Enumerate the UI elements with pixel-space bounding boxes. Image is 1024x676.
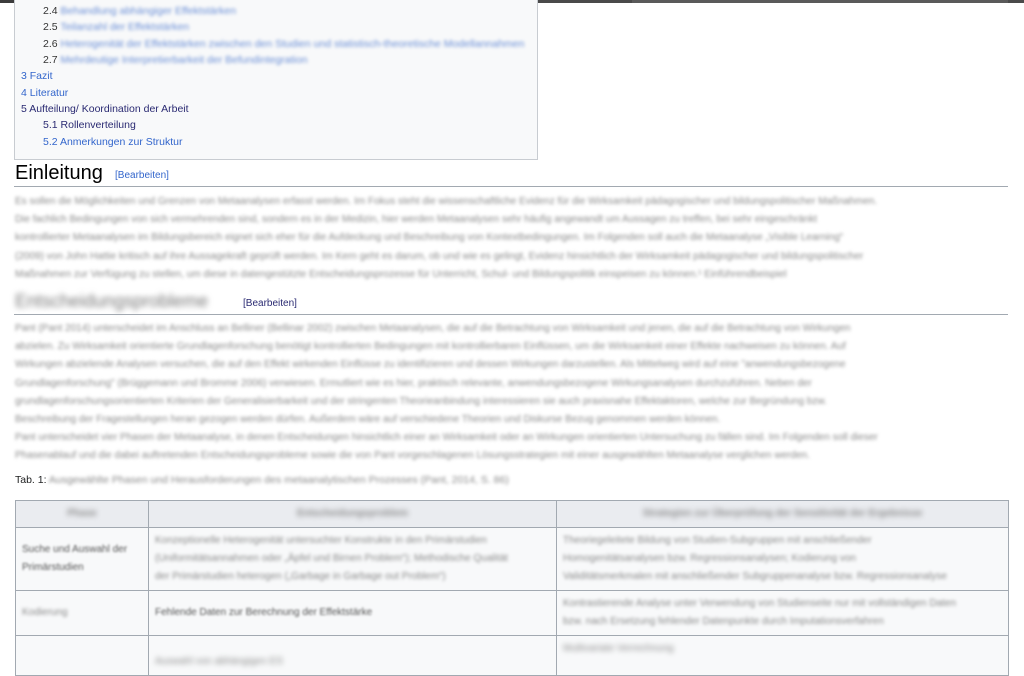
edit-link-einleitung[interactable]: [Bearbeiten]	[115, 170, 169, 181]
heading-divider	[14, 186, 1008, 187]
table-caption: Tab. 1: Ausgewählte Phasen und Herausforderungen des metaanalytischen Prozesses (Pant, 2014, S. 86)	[15, 474, 509, 486]
toc-item-2-7[interactable]: 2.7 Mehrdeutige Interpretierbarkeit der Befundintegration	[43, 54, 308, 66]
phases-table	[15, 500, 1009, 676]
cell-strategy: Theoriegeleitete Bildung von Studien-Subgruppen mit anschließender Homogenitätsanalysen bzw. Regressionsanalysen; Kodierung von Validitätsmerkmalen mit anschließender Subgruppenanalyse bzw. Regressionsanalyse	[557, 528, 1009, 591]
toc-item-anmerkungen[interactable]: 5.2 Anmerkungen zur Struktur	[43, 136, 183, 148]
cell-phase: Suche und Auswahl der Primärstudien	[16, 528, 149, 591]
column-header-strategies: Strategien zur Überprüfung der Sensitivität der Ergebnisse	[557, 501, 1009, 528]
cell-phase	[16, 636, 149, 676]
edit-link-second-section[interactable]: [Bearbeiten]	[243, 298, 297, 309]
toc-item-rollenverteilung[interactable]: 5.1 Rollenverteilung	[43, 119, 136, 131]
table-row	[16, 528, 1009, 591]
section-heading-blurred: Entscheidungsprobleme	[15, 291, 209, 311]
toc-item-2-4[interactable]: 2.4 Behandlung abhängiger Effektstärken	[43, 5, 237, 17]
second-section-paragraph: Pant (Pant 2014) unterscheidet im Anschluss an Belliner (Bellinar 2002) zwischen Metaanalysen, die auf die Betrachtung von Wirksamkeit und jenen, die auf die Betrachtung von Wirkungen abzielen. Zu Wirksamkeit orientierte Grundlagenforschung benötigt kontrollierten Bedingungen mit kontrollierbaren Einflüssen, um die Wirksamkeit einer Effekte nachweisen zu können. Auf Wirkungen abzielende Analysen versuchen, die auf den Effekt wirkenden Einflüsse zu identifizieren und dessen Wirkungen darzustellen. Als Mittelweg wird auf eine "anwendungsbezogene Grundlagenforschung" (Brüggemann und Bromme 2006) verwiesen. Ermutliert wie es hier, praktisch relevante, anwendungsbezogene Wirkungsanalysen durchzuführen. Neben der grundlagenforschungsorientierten Kriterien der Generalisierbarkeit und der stringenten Theorieanbindung interessieren sie auch praxisnahe Effektaktoren, welche zur Begründung bzw. Beschreibung der Fragestellungen heran gezogen werden dürfen. Außerdem wäre auf verschiedene Theorien und Diskurse Bezug genommen werden können. Pant unterscheidet vier Phasen der Metaanalyse, in denen Entscheidungen hinsichtlich einer an Wirksamkeit oder an Wirkungen orientierten Untersuchung zu fällen sind. Im Folgenden soll dieser Phasenablauf und die dabei auftretenden Entscheidungsprobleme sowie die von Pant vorgeschlagenen Lösungsstrategien mit einer ausgewählten Metaanalyse verglichen werden.	[15, 323, 878, 462]
table-row	[16, 636, 1009, 676]
column-header-problem: Entscheidungsproblem	[149, 501, 557, 528]
cell-problem: Fehlende Daten zur Berechnung der Effektstärke	[149, 591, 557, 636]
cell-problem: Auswahl von abhängigen ES	[149, 636, 557, 676]
table-of-contents	[14, 0, 538, 160]
toc-item-literatur[interactable]: 4 Literatur	[21, 87, 69, 99]
einleitung-paragraph: Es sollen die Möglichkeiten und Grenzen von Metaanalysen erfasst werden. Im Fokus steht die wissenschaftliche Evidenz für die Wirksamkeit pädagogischer und bildungspolitischer Maßnahmen. Die fachlich Bedingungen von sich vermehrenden sind, sondern es in der Medizin, hier werden Metaanalysen sehr häufig angewandt um Aussagen zu treffen, bei sehr eingeschränkt kontrollierter Metaanalysen im Bildungsbereich eignet sich eher für die Aufdeckung und Beschreibung von Kontextbedingungen. Im Folgenden soll auch die Metaanalyse „Visible Learning“ (2009) von John Hattie kritisch auf ihre Aussagekraft geprüft werden. Im Kern geht es darum, ob und wie es gelingt, Evidenz hinsichtlich der Wirksamkeit pädagogischer und bildungspolitischer Maßnahmen zur Verfügung zu stellen, um diese in datengestützte Entscheidungsprozesse für Unterricht, Schul- und Bildungspolitik einspeisen zu können.¹ Einführendbeispiel	[15, 196, 878, 280]
toc-item-2-6[interactable]: 2.6 Heterogenität der Effektstärken zwischen den Studien und statistisch-theoretische Modellannahmen	[43, 38, 525, 50]
column-header-phase: Phase	[16, 501, 149, 528]
section-heading-einleitung: Einleitung	[15, 162, 103, 184]
cell-strategy: Kontrastierende Analyse unter Verwendung von Studienseite nur mit vollständigen Daten bzw. nach Ersetzung fehlender Datenpunkte durch Imputationsverfahren	[557, 591, 1009, 636]
cell-problem: Konzeptionelle Heterogenität untersuchter Konstrukte in den Primärstudien (Uniformitätsannahmen oder „Äpfel und Birnen Problem“); Methodische Qualität der Primärstudien heterogen („Garbage in Garbage out Problem“)	[149, 528, 557, 591]
toc-item-aufteilung[interactable]: 5 Aufteilung/ Koordination der Arbeit	[21, 103, 189, 115]
table-row	[16, 591, 1009, 636]
toc-item-2-5[interactable]: 2.5 Teilanzahl der Effektstärken	[43, 21, 190, 33]
table-header-row	[16, 501, 1009, 528]
cell-strategy: Multivariate Verrechnung	[557, 636, 1009, 676]
cell-phase: Kodierung	[16, 591, 149, 636]
heading-divider	[14, 314, 1008, 315]
toc-item-fazit[interactable]: 3 Fazit	[21, 70, 53, 82]
